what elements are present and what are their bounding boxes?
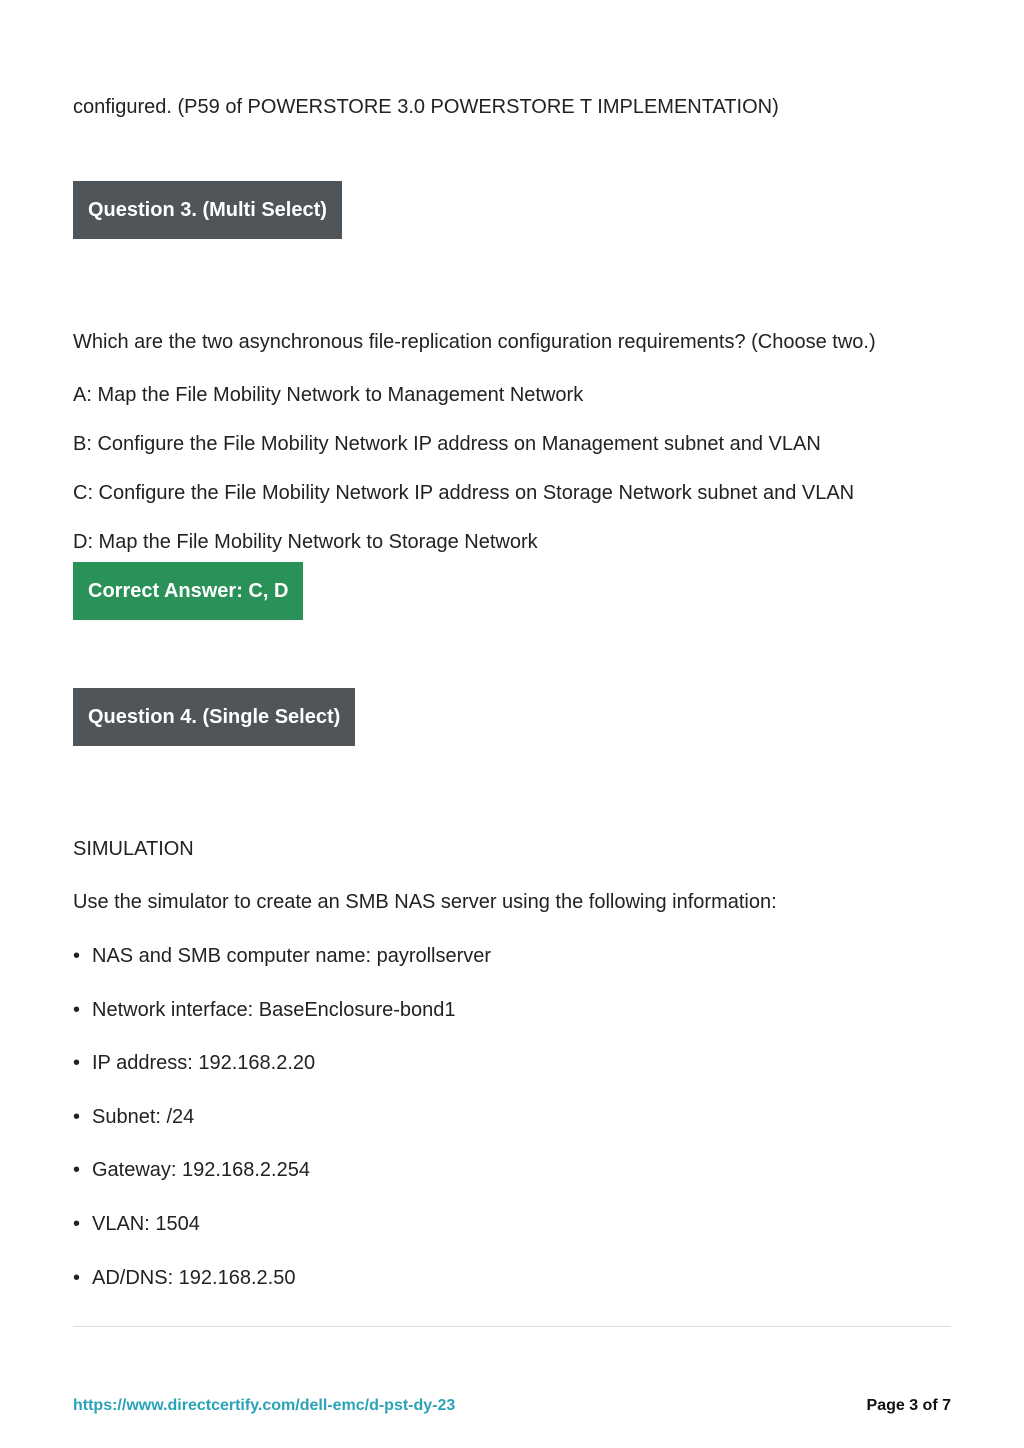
list-item-text: Gateway: 192.168.2.254 (92, 1159, 310, 1181)
list-item-text: VLAN: 1504 (92, 1213, 200, 1235)
bullet-icon: • (73, 945, 81, 967)
bullet-icon: • (73, 1052, 81, 1074)
list-item (73, 998, 456, 1022)
list-item (73, 1105, 194, 1129)
footer-divider (73, 1326, 951, 1327)
bullet-icon: • (73, 1267, 81, 1289)
list-item (73, 1051, 315, 1075)
option-a: A: Map the File Mobility Network to Management Network (73, 384, 584, 406)
option-b: B: Configure the File Mobility Network IP address on Management subnet and VLAN (73, 433, 821, 455)
bullet-icon: • (73, 1159, 81, 1181)
footer-url-link[interactable]: https://www.directcertify.com/dell-emc/d-pst-dy-23 (73, 1397, 456, 1414)
bullet-icon: • (73, 1213, 81, 1235)
question-3-header: Question 3. (Multi Select) (73, 181, 342, 239)
list-item-text: NAS and SMB computer name: payrollserver (92, 945, 492, 967)
question-3-prompt: Which are the two asynchronous file-replication configuration requirements? (Choose two.) (73, 331, 876, 353)
correct-answer-badge: Correct Answer: C, D (73, 562, 303, 620)
question-4-header: Question 4. (Single Select) (73, 688, 355, 746)
option-c: C: Configure the File Mobility Network IP address on Storage Network subnet and VLAN (73, 482, 855, 504)
list-item (73, 1266, 295, 1290)
bullet-icon: • (73, 1106, 81, 1128)
simulation-instruction: Use the simulator to create an SMB NAS server using the following information: (73, 891, 777, 913)
page-number: Page 3 of 7 (866, 1397, 951, 1414)
list-item (73, 944, 491, 968)
list-item-text: Subnet: /24 (92, 1106, 195, 1128)
simulation-label: SIMULATION (73, 838, 194, 860)
list-item-text: AD/DNS: 192.168.2.50 (92, 1267, 296, 1289)
list-item (73, 1158, 310, 1182)
bullet-icon: • (73, 999, 81, 1021)
intro-text: configured. (P59 of POWERSTORE 3.0 POWERSTORE T IMPLEMENTATION) (73, 96, 779, 118)
list-item-text: IP address: 192.168.2.20 (92, 1052, 316, 1074)
option-d: D: Map the File Mobility Network to Storage Network (73, 531, 538, 553)
list-item-text: Network interface: BaseEnclosure-bond1 (92, 999, 456, 1021)
list-item (73, 1212, 200, 1236)
